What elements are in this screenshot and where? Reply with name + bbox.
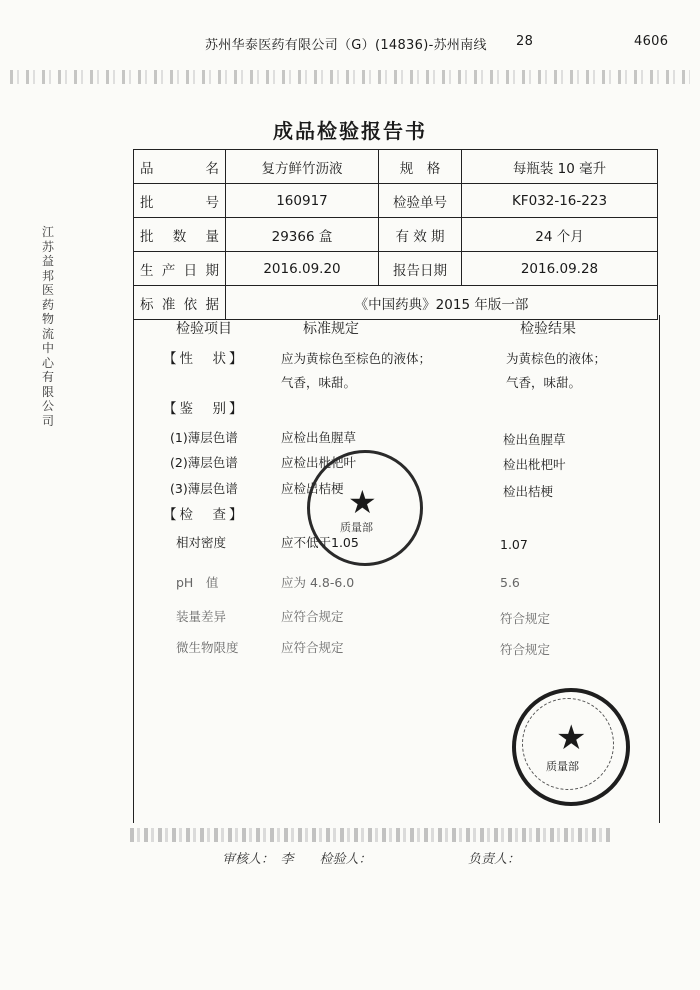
insp-row-2-result: 5.6 xyxy=(500,575,520,590)
signature-left: 审核人： 李 检验人： xyxy=(222,852,372,867)
side-company-text: 江苏益邦医药物流中心有限公司 xyxy=(42,225,55,428)
col-result-header: 检验结果 xyxy=(520,321,576,337)
standard-value: 《中国药典》2015 年版一部 xyxy=(226,286,658,320)
col-spec-header: 标准规定 xyxy=(303,321,359,337)
appearance-result-1: 为黄棕色的液体； xyxy=(506,351,607,366)
test-no-value: KF032-16-223 xyxy=(462,184,658,218)
insp-row-3-spec: 应符合规定 xyxy=(281,609,344,624)
validity-label: 有 效 期 xyxy=(379,218,462,252)
insp-row-2-spec: 应为 4.8-6.0 xyxy=(281,575,355,590)
signature-right: 负责人： xyxy=(468,852,521,867)
insp-row-1-spec: 应不低于1.05 xyxy=(281,535,359,550)
insp-row-3-result: 符合规定 xyxy=(500,611,551,626)
insp-row-4-result: 符合规定 xyxy=(500,642,551,657)
page-title: 成品检验报告书 xyxy=(273,119,427,143)
company-stamp xyxy=(512,688,630,806)
ident-row-1-item: (1)薄层色谱 xyxy=(170,430,238,445)
section-inspection: 【检 查】 xyxy=(163,507,246,523)
report-date-label: 报告日期 xyxy=(379,252,462,286)
insp-row-1-item: 相对密度 xyxy=(176,535,227,550)
validity-value: 24 个月 xyxy=(462,218,658,252)
star-icon: ★ xyxy=(348,483,377,521)
header-page: 28 xyxy=(516,34,534,49)
insp-row-3-item: 装量差异 xyxy=(176,609,227,624)
product-name-label: 品 名 xyxy=(134,150,226,184)
quantity-label: 批 数 量 xyxy=(134,218,226,252)
fax-noise-band xyxy=(10,70,690,84)
company-stamp-center: 质量部 xyxy=(546,760,579,773)
insp-row-4-item: 微生物限度 xyxy=(176,640,239,655)
insp-row-4-spec: 应符合规定 xyxy=(281,640,344,655)
fax-noise-conclusion xyxy=(130,828,610,842)
appearance-spec-2: 气香，味甜。 xyxy=(281,375,357,390)
col-item-header: 检验项目 xyxy=(176,321,232,337)
quantity-value: 29366 盒 xyxy=(226,218,379,252)
header-code: 4606 xyxy=(634,34,669,49)
spec-label: 规 格 xyxy=(379,150,462,184)
ident-row-2-result: 检出枇杷叶 xyxy=(503,457,566,472)
ident-row-2-spec: 应检出枇杷叶 xyxy=(281,455,357,470)
ident-row-3-item: (3)薄层色谱 xyxy=(170,481,238,496)
qa-stamp xyxy=(307,450,423,566)
batch-label: 批 号 xyxy=(134,184,226,218)
appearance-spec-1: 应为黄棕色至棕色的液体； xyxy=(281,351,432,366)
product-name-value: 复方鲜竹沥液 xyxy=(226,150,379,184)
ident-row-2-item: (2)薄层色谱 xyxy=(170,455,238,470)
batch-value: 160917 xyxy=(226,184,379,218)
section-appearance: 【性 状】 xyxy=(163,351,246,367)
star-icon: ★ xyxy=(556,718,587,758)
insp-row-2-item: pH 值 xyxy=(176,575,219,590)
spec-value: 每瓶装 10 毫升 xyxy=(462,150,658,184)
header-company: 苏州华泰医药有限公司（G）(14836)-苏州南线 xyxy=(205,38,487,53)
ident-row-3-spec: 应检出桔梗 xyxy=(281,481,344,496)
test-no-label: 检验单号 xyxy=(379,184,462,218)
ident-row-3-result: 检出桔梗 xyxy=(503,484,554,499)
appearance-result-2: 气香，味甜。 xyxy=(506,375,582,390)
section-identification: 【鉴 别】 xyxy=(163,401,246,417)
standard-label: 标准依据 xyxy=(134,286,226,320)
qa-stamp-center: 质量部 xyxy=(340,521,373,534)
prod-date-value: 2016.09.20 xyxy=(226,252,379,286)
info-table xyxy=(133,149,658,320)
ident-row-1-result: 检出鱼腥草 xyxy=(503,432,566,447)
insp-row-1-result: 1.07 xyxy=(500,537,528,552)
report-date-value: 2016.09.28 xyxy=(462,252,658,286)
ident-row-1-spec: 应检出鱼腥草 xyxy=(281,430,357,445)
prod-date-label: 生产日期 xyxy=(134,252,226,286)
